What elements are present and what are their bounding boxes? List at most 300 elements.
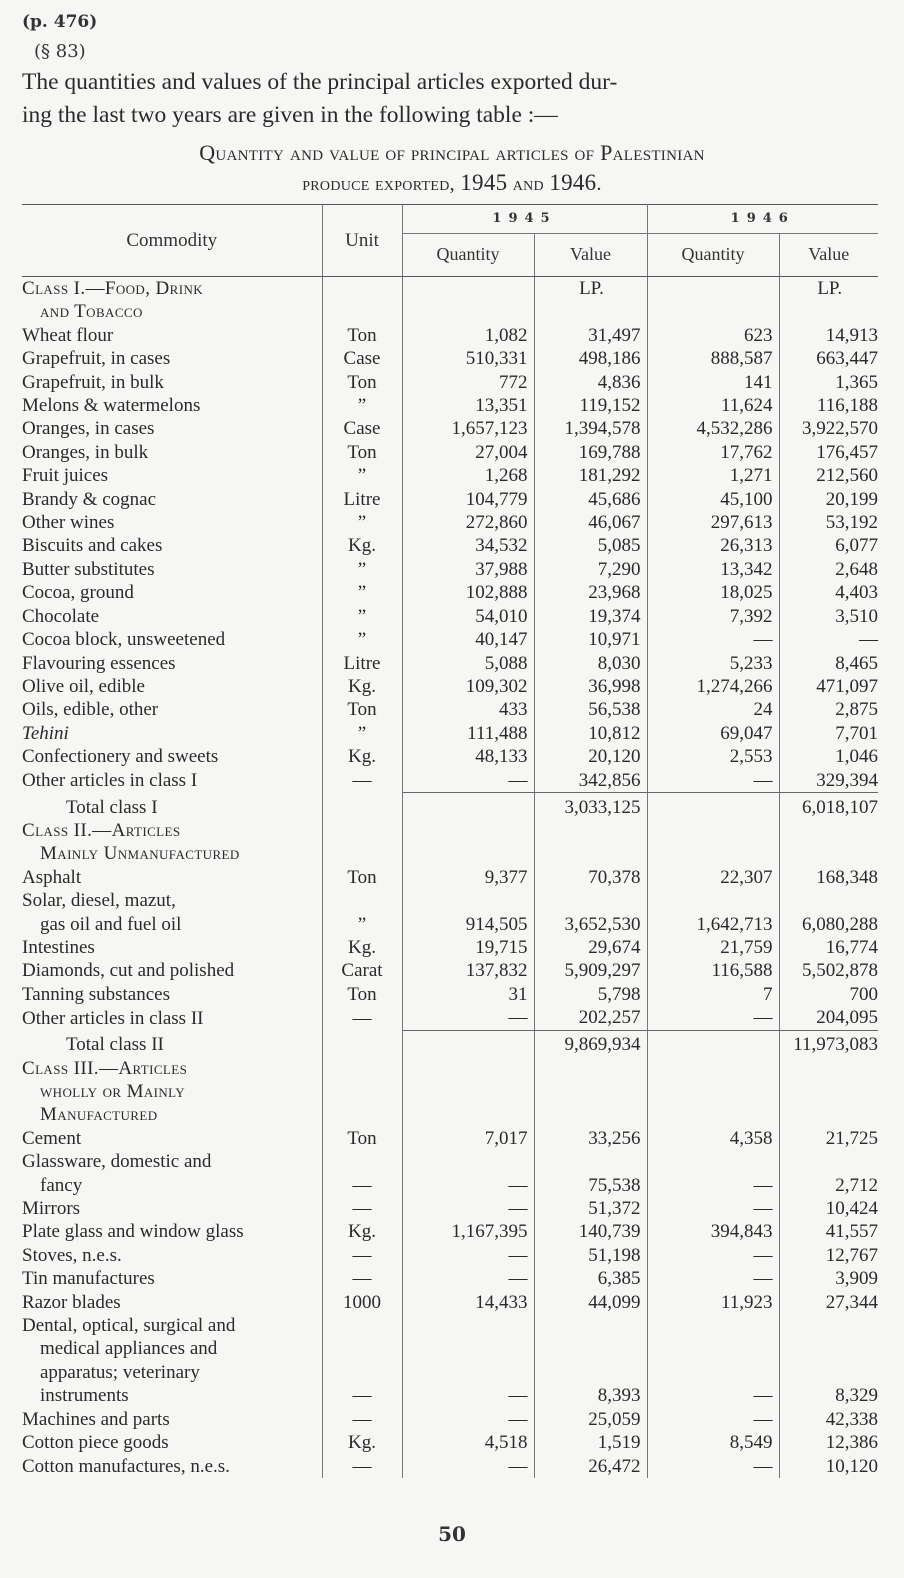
quantity-1946: 11,624 bbox=[647, 394, 779, 417]
commodity-name: Tanning substances bbox=[22, 983, 171, 1005]
quantity-1945: 54,010 bbox=[402, 605, 534, 628]
table-row bbox=[22, 866, 878, 889]
quantity-1945: 102,888 bbox=[402, 581, 534, 604]
table-row bbox=[22, 1431, 878, 1454]
value-1946: 329,394 bbox=[779, 769, 878, 793]
quantity-1946: — bbox=[647, 1408, 779, 1431]
unit: ” bbox=[322, 558, 402, 581]
quantity-1945: 34,532 bbox=[402, 534, 534, 557]
unit: ” bbox=[322, 722, 402, 745]
value-1945: 26,472 bbox=[534, 1455, 647, 1478]
header-value-1945: Value bbox=[534, 234, 647, 277]
intro-paragraph bbox=[22, 66, 882, 132]
value-1946: 1,046 bbox=[835, 746, 878, 768]
commodity-name: Cement bbox=[22, 1127, 82, 1149]
table-row bbox=[22, 1006, 878, 1030]
commodity-label: Class III.—Articles bbox=[22, 1057, 188, 1079]
quantity-1945: 1,657,123 bbox=[402, 417, 534, 440]
class-heading-row bbox=[22, 277, 878, 301]
value-1946: 27,344 bbox=[825, 1291, 878, 1313]
quantity-1946: 22,307 bbox=[647, 866, 779, 889]
value-1946: 116,188 bbox=[816, 395, 878, 417]
total-value-1945: 9,869,934 bbox=[534, 1030, 647, 1057]
quantity-1946: — bbox=[647, 1244, 779, 1267]
title-and: and bbox=[507, 173, 550, 195]
quantity-1946: 4,532,286 bbox=[647, 417, 779, 440]
quantity-1945: — bbox=[402, 1244, 534, 1267]
unit: ” bbox=[322, 581, 402, 604]
commodity-continuation-row bbox=[22, 1361, 878, 1384]
value-1946: 168,348 bbox=[816, 866, 878, 888]
value-1945: 56,538 bbox=[534, 698, 647, 721]
quantity-1946: 623 bbox=[647, 324, 779, 347]
quantity-1945: 137,832 bbox=[402, 959, 534, 982]
quantity-1946: 394,843 bbox=[647, 1220, 779, 1243]
unit: — bbox=[322, 1267, 402, 1290]
value-1946: 12,767 bbox=[825, 1244, 878, 1266]
value-1945: 33,256 bbox=[534, 1127, 647, 1150]
commodity-name: Biscuits and cakes bbox=[22, 535, 163, 557]
commodity-name: Plate glass and window glass bbox=[22, 1221, 244, 1243]
quantity-1946: 45,100 bbox=[647, 488, 779, 511]
value-1946: 2,875 bbox=[835, 699, 878, 721]
quantity-1945: — bbox=[402, 1006, 534, 1030]
value-1945: 140,739 bbox=[534, 1220, 647, 1243]
table-row bbox=[22, 1127, 878, 1150]
value-1946: 3,909 bbox=[835, 1268, 878, 1290]
quantity-1945: 1,082 bbox=[402, 324, 534, 347]
unit: Ton bbox=[322, 441, 402, 464]
quantity-1945: — bbox=[402, 1267, 534, 1290]
quantity-1945: 109,302 bbox=[402, 675, 534, 698]
quantity-1946: — bbox=[647, 1455, 779, 1478]
quantity-1945: 5,088 bbox=[402, 652, 534, 675]
commodity-name: Stoves, n.e.s. bbox=[22, 1244, 122, 1266]
value-1945: 1,519 bbox=[534, 1431, 647, 1454]
commodity-name: Wheat flour bbox=[22, 324, 114, 346]
value-1946: 1,365 bbox=[835, 371, 878, 393]
value-1946: 4,403 bbox=[835, 582, 878, 604]
value-1946: 6,080,288 bbox=[802, 913, 878, 935]
commodity-name: instruments bbox=[40, 1385, 129, 1407]
intro-line-2: ing the last two years are given in the following table :— bbox=[22, 102, 558, 128]
value-1946: 21,725 bbox=[825, 1127, 878, 1149]
quantity-1945: — bbox=[402, 1408, 534, 1431]
quantity-1945: — bbox=[402, 1197, 534, 1220]
value-1945: 10,812 bbox=[534, 722, 647, 745]
value-1946: 12,386 bbox=[825, 1432, 878, 1454]
unit: Ton bbox=[322, 983, 402, 1006]
table-row bbox=[22, 581, 878, 604]
intro-line-1: The quantities and values of the principal articles exported dur- bbox=[22, 69, 618, 95]
unit: Kg. bbox=[322, 534, 402, 557]
table-row bbox=[22, 1197, 878, 1220]
header-year-1946: 1946 bbox=[647, 205, 878, 234]
unit: 1000 bbox=[322, 1291, 402, 1314]
exports-table bbox=[22, 204, 878, 1478]
value-1945: 23,968 bbox=[534, 581, 647, 604]
header-quantity-1945: Quantity bbox=[402, 234, 534, 277]
unit: Case bbox=[322, 417, 402, 440]
value-1945: 202,257 bbox=[534, 1006, 647, 1030]
table-row bbox=[22, 1267, 878, 1290]
commodity-name: Flavouring essences bbox=[22, 652, 176, 674]
section-reference: (§ 83) bbox=[34, 41, 86, 62]
quantity-1946: 116,588 bbox=[647, 959, 779, 982]
quantity-1946: 1,271 bbox=[647, 464, 779, 487]
quantity-1946: — bbox=[647, 1384, 779, 1407]
quantity-1946: 888,587 bbox=[647, 347, 779, 370]
unit: ” bbox=[322, 913, 402, 936]
value-1945: 6,385 bbox=[534, 1267, 647, 1290]
quantity-1945: 272,860 bbox=[402, 511, 534, 534]
commodity-name: Grapefruit, in cases bbox=[22, 348, 171, 370]
table-title-line-1: Quantity and value of principal articles of Palestinian bbox=[199, 140, 705, 165]
value-1945: 20,120 bbox=[534, 745, 647, 768]
quantity-1946: 26,313 bbox=[647, 534, 779, 557]
class-heading-row bbox=[22, 300, 878, 323]
table-row bbox=[22, 417, 878, 440]
commodity-label: Solar, diesel, mazut, bbox=[22, 890, 176, 912]
value-1945: 7,290 bbox=[534, 558, 647, 581]
value-1945: 31,497 bbox=[534, 324, 647, 347]
class-heading-row bbox=[22, 1080, 878, 1103]
commodity-name: Olive oil, edible bbox=[22, 675, 145, 697]
quantity-1946: 7,392 bbox=[647, 605, 779, 628]
commodity-name: Diamonds, cut and polished bbox=[22, 960, 235, 982]
unit: — bbox=[322, 1384, 402, 1407]
quantity-1945: 104,779 bbox=[402, 488, 534, 511]
table-row bbox=[22, 347, 878, 370]
quantity-1945: 111,488 bbox=[402, 722, 534, 745]
quantity-1945: — bbox=[402, 1384, 534, 1407]
quantity-1945: — bbox=[402, 769, 534, 793]
value-1946: 204,095 bbox=[779, 1006, 878, 1030]
quantity-1946: 17,762 bbox=[647, 441, 779, 464]
quantity-1945: 14,433 bbox=[402, 1291, 534, 1314]
commodity-name: Asphalt bbox=[22, 866, 82, 888]
quantity-1946: 2,553 bbox=[647, 745, 779, 768]
value-1945: 119,152 bbox=[534, 394, 647, 417]
class-1-heading: Class I.—Food, Drink bbox=[22, 278, 204, 299]
value-1945: 5,085 bbox=[534, 534, 647, 557]
value-1946: 6,077 bbox=[835, 535, 878, 557]
unit: ” bbox=[322, 394, 402, 417]
quantity-1946: 21,759 bbox=[647, 936, 779, 959]
quantity-1946: — bbox=[647, 1006, 779, 1030]
commodity-name: Cotton manufactures, n.e.s. bbox=[22, 1455, 230, 1477]
table-row bbox=[22, 1384, 878, 1407]
value-1945: 75,538 bbox=[534, 1174, 647, 1197]
table-row bbox=[22, 324, 878, 347]
total-value-1946: 11,973,083 bbox=[793, 1034, 878, 1056]
value-1946: 14,913 bbox=[825, 324, 878, 346]
value-1945: 498,186 bbox=[534, 347, 647, 370]
quantity-1945: 1,167,395 bbox=[402, 1220, 534, 1243]
commodity-continuation-row bbox=[22, 889, 878, 912]
table-row bbox=[22, 698, 878, 721]
table-row bbox=[22, 628, 878, 651]
commodity-label: wholly or Mainly bbox=[40, 1081, 186, 1102]
table-row bbox=[22, 488, 878, 511]
commodity-label: medical appliances and bbox=[40, 1338, 218, 1360]
commodity-name: Fruit juices bbox=[22, 465, 109, 487]
quantity-1946: — bbox=[647, 769, 779, 793]
value-1945: 51,198 bbox=[534, 1244, 647, 1267]
table-row bbox=[22, 1174, 878, 1197]
unit: Kg. bbox=[322, 675, 402, 698]
unit: Ton bbox=[322, 866, 402, 889]
value-1945: 1,394,578 bbox=[534, 417, 647, 440]
value-1946: 2,712 bbox=[835, 1174, 878, 1196]
quantity-1946: — bbox=[647, 1174, 779, 1197]
unit: — bbox=[322, 1197, 402, 1220]
header-commodity: Commodity bbox=[22, 205, 322, 277]
quantity-1946: 1,274,266 bbox=[647, 675, 779, 698]
header-quantity-1946: Quantity bbox=[647, 234, 779, 277]
quantity-1946: 4,358 bbox=[647, 1127, 779, 1150]
commodity-continuation-row bbox=[22, 1150, 878, 1173]
quantity-1945: 433 bbox=[402, 698, 534, 721]
unit: Kg. bbox=[322, 1431, 402, 1454]
value-1946: 663,447 bbox=[816, 348, 878, 370]
value-1945: 5,909,297 bbox=[534, 959, 647, 982]
currency-label-1946: LP. bbox=[817, 278, 843, 299]
commodity-label: Class II.—Articles bbox=[22, 819, 181, 841]
unit: — bbox=[322, 1244, 402, 1267]
table-row bbox=[22, 652, 878, 675]
unit: Ton bbox=[322, 698, 402, 721]
table-row bbox=[22, 394, 878, 417]
value-1945: 29,674 bbox=[534, 936, 647, 959]
table-row bbox=[22, 1291, 878, 1314]
quantity-1946: — bbox=[647, 1197, 779, 1220]
quantity-1945: 9,377 bbox=[402, 866, 534, 889]
unit: — bbox=[322, 769, 402, 793]
value-1946: 10,424 bbox=[825, 1198, 878, 1220]
quantity-1946: 1,642,713 bbox=[647, 913, 779, 936]
unit: — bbox=[322, 1174, 402, 1197]
commodity-name: Cocoa, ground bbox=[22, 582, 134, 604]
title-year-1945: 1945 bbox=[460, 170, 508, 195]
commodity-name: Machines and parts bbox=[22, 1408, 170, 1430]
commodity-label: Manufactured bbox=[40, 1104, 158, 1126]
table-row bbox=[22, 441, 878, 464]
commodity-name: Intestines bbox=[22, 936, 95, 958]
quantity-1946: 11,923 bbox=[647, 1291, 779, 1314]
commodity-label: Mainly Unmanufactured bbox=[40, 843, 240, 865]
table-row bbox=[22, 745, 878, 768]
value-1946: 2,648 bbox=[835, 558, 878, 580]
unit: Carat bbox=[322, 959, 402, 982]
value-1945: 19,374 bbox=[534, 605, 647, 628]
commodity-label: Dental, optical, surgical and bbox=[22, 1315, 236, 1337]
unit: Case bbox=[322, 347, 402, 370]
unit: ” bbox=[322, 464, 402, 487]
value-1946: 10,120 bbox=[825, 1455, 878, 1477]
quantity-1945: 48,133 bbox=[402, 745, 534, 768]
value-1946: 471,097 bbox=[816, 675, 878, 697]
quantity-1945: 772 bbox=[402, 371, 534, 394]
total-value-1945: 3,033,125 bbox=[534, 792, 647, 819]
value-1945: 169,788 bbox=[534, 441, 647, 464]
table-body bbox=[22, 277, 878, 1478]
commodity-name: Cocoa block, unsweetened bbox=[22, 629, 226, 651]
title-prefix: produce exported, bbox=[302, 173, 461, 195]
quantity-1945: 510,331 bbox=[402, 347, 534, 370]
commodity-name: gas oil and fuel oil bbox=[40, 913, 182, 935]
value-1946: 212,560 bbox=[816, 465, 878, 487]
quantity-1945: — bbox=[402, 1174, 534, 1197]
page-number: 50 bbox=[438, 1522, 466, 1546]
table-row bbox=[22, 769, 878, 793]
commodity-name: Grapefruit, in bulk bbox=[22, 371, 164, 393]
value-1945: 46,067 bbox=[534, 511, 647, 534]
table-row bbox=[22, 605, 878, 628]
value-1945: 44,099 bbox=[534, 1291, 647, 1314]
table-row bbox=[22, 913, 878, 936]
value-1945: 4,836 bbox=[534, 371, 647, 394]
value-1946: 53,192 bbox=[825, 512, 878, 534]
unit: Ton bbox=[322, 371, 402, 394]
header-year-1945: 1945 bbox=[402, 205, 647, 234]
table-row bbox=[22, 1455, 878, 1478]
quantity-1946: 141 bbox=[647, 371, 779, 394]
table-row bbox=[22, 722, 878, 745]
commodity-name: Tin manufactures bbox=[22, 1268, 155, 1290]
commodity-name: Melons & watermelons bbox=[22, 395, 201, 417]
value-1946: 8,465 bbox=[835, 652, 878, 674]
value-1945: 3,652,530 bbox=[534, 913, 647, 936]
value-1946: 3,510 bbox=[835, 605, 878, 627]
commodity-name: Razor blades bbox=[22, 1291, 121, 1313]
value-1945: 181,292 bbox=[534, 464, 647, 487]
commodity-name: Oils, edible, other bbox=[22, 699, 159, 721]
value-1946: 16,774 bbox=[825, 936, 878, 958]
title-year-1946: 1946 bbox=[549, 170, 597, 195]
table-row bbox=[22, 959, 878, 982]
value-1945: 45,686 bbox=[534, 488, 647, 511]
commodity-name: Brandy & cognac bbox=[22, 488, 157, 510]
table-row bbox=[22, 558, 878, 581]
header-value-1946: Value bbox=[779, 234, 878, 277]
quantity-1945: 31 bbox=[402, 983, 534, 1006]
table-row bbox=[22, 675, 878, 698]
value-1946: 5,502,878 bbox=[802, 960, 878, 982]
commodity-name: Other wines bbox=[22, 512, 115, 534]
unit: Litre bbox=[322, 488, 402, 511]
table-row bbox=[22, 464, 878, 487]
value-1946: — bbox=[859, 629, 878, 651]
value-1946: 7,701 bbox=[835, 722, 878, 744]
unit: — bbox=[322, 1006, 402, 1030]
commodity-name: fancy bbox=[40, 1174, 83, 1196]
table-row bbox=[22, 371, 878, 394]
quantity-1946: 69,047 bbox=[647, 722, 779, 745]
unit: Ton bbox=[322, 324, 402, 347]
table-row bbox=[22, 511, 878, 534]
quantity-1945: 37,988 bbox=[402, 558, 534, 581]
commodity-name: Other articles in class II bbox=[22, 1007, 204, 1029]
quantity-1946: — bbox=[647, 628, 779, 651]
value-1946: 42,338 bbox=[825, 1408, 878, 1430]
quantity-1946: 13,342 bbox=[647, 558, 779, 581]
page-reference: (p. 476) bbox=[22, 12, 98, 32]
value-1946: 700 bbox=[849, 983, 878, 1005]
quantity-1945: 7,017 bbox=[402, 1127, 534, 1150]
table-row bbox=[22, 1220, 878, 1243]
class-heading-row bbox=[22, 819, 878, 842]
unit: Kg. bbox=[322, 745, 402, 768]
value-1945: 5,798 bbox=[534, 983, 647, 1006]
table-row bbox=[22, 1244, 878, 1267]
value-1945: 10,971 bbox=[534, 628, 647, 651]
commodity-name: Cotton piece goods bbox=[22, 1432, 169, 1454]
unit: ” bbox=[322, 628, 402, 651]
total-label: Total class II bbox=[66, 1034, 164, 1056]
table-header bbox=[22, 205, 878, 277]
class-1-heading-cont: and Tobacco bbox=[40, 301, 143, 323]
total-row bbox=[22, 1030, 878, 1057]
commodity-name: Oranges, in cases bbox=[22, 418, 155, 440]
table-row bbox=[22, 936, 878, 959]
unit: Litre bbox=[322, 652, 402, 675]
quantity-1945: 4,518 bbox=[402, 1431, 534, 1454]
quantity-1945: 27,004 bbox=[402, 441, 534, 464]
class-heading-row bbox=[22, 842, 878, 865]
value-1946: 8,329 bbox=[835, 1385, 878, 1407]
total-value-1946: 6,018,107 bbox=[802, 796, 878, 818]
commodity-continuation-row bbox=[22, 1314, 878, 1337]
commodity-label: apparatus; veterinary bbox=[40, 1361, 200, 1383]
unit: Ton bbox=[322, 1127, 402, 1150]
quantity-1945: — bbox=[402, 1455, 534, 1478]
value-1945: 342,856 bbox=[534, 769, 647, 793]
quantity-1946: — bbox=[647, 1267, 779, 1290]
unit: — bbox=[322, 1408, 402, 1431]
commodity-label: Glassware, domestic and bbox=[22, 1151, 212, 1173]
title-period: . bbox=[596, 173, 602, 195]
class-heading-row bbox=[22, 1103, 878, 1126]
unit: ” bbox=[322, 605, 402, 628]
quantity-1946: 5,233 bbox=[647, 652, 779, 675]
commodity-name: Tehini bbox=[22, 722, 69, 744]
table-row bbox=[22, 1408, 878, 1431]
commodity-name: Chocolate bbox=[22, 605, 100, 627]
unit: Kg. bbox=[322, 1220, 402, 1243]
value-1946: 20,199 bbox=[825, 488, 878, 510]
commodity-name: Other articles in class I bbox=[22, 770, 198, 792]
header-unit: Unit bbox=[322, 205, 402, 277]
class-heading-row bbox=[22, 1057, 878, 1080]
unit: ” bbox=[322, 511, 402, 534]
value-1946: 41,557 bbox=[825, 1221, 878, 1243]
quantity-1945: 914,505 bbox=[402, 913, 534, 936]
table-row bbox=[22, 534, 878, 557]
value-1945: 36,998 bbox=[534, 675, 647, 698]
unit: Kg. bbox=[322, 936, 402, 959]
total-label: Total class I bbox=[66, 796, 158, 818]
value-1946: 3,922,570 bbox=[802, 418, 878, 440]
total-row bbox=[22, 792, 878, 819]
value-1946: 176,457 bbox=[816, 441, 878, 463]
quantity-1946: 7 bbox=[647, 983, 779, 1006]
value-1945: 25,059 bbox=[534, 1408, 647, 1431]
quantity-1945: 40,147 bbox=[402, 628, 534, 651]
commodity-name: Oranges, in bulk bbox=[22, 441, 149, 463]
value-1945: 51,372 bbox=[534, 1197, 647, 1220]
quantity-1946: 24 bbox=[647, 698, 779, 721]
